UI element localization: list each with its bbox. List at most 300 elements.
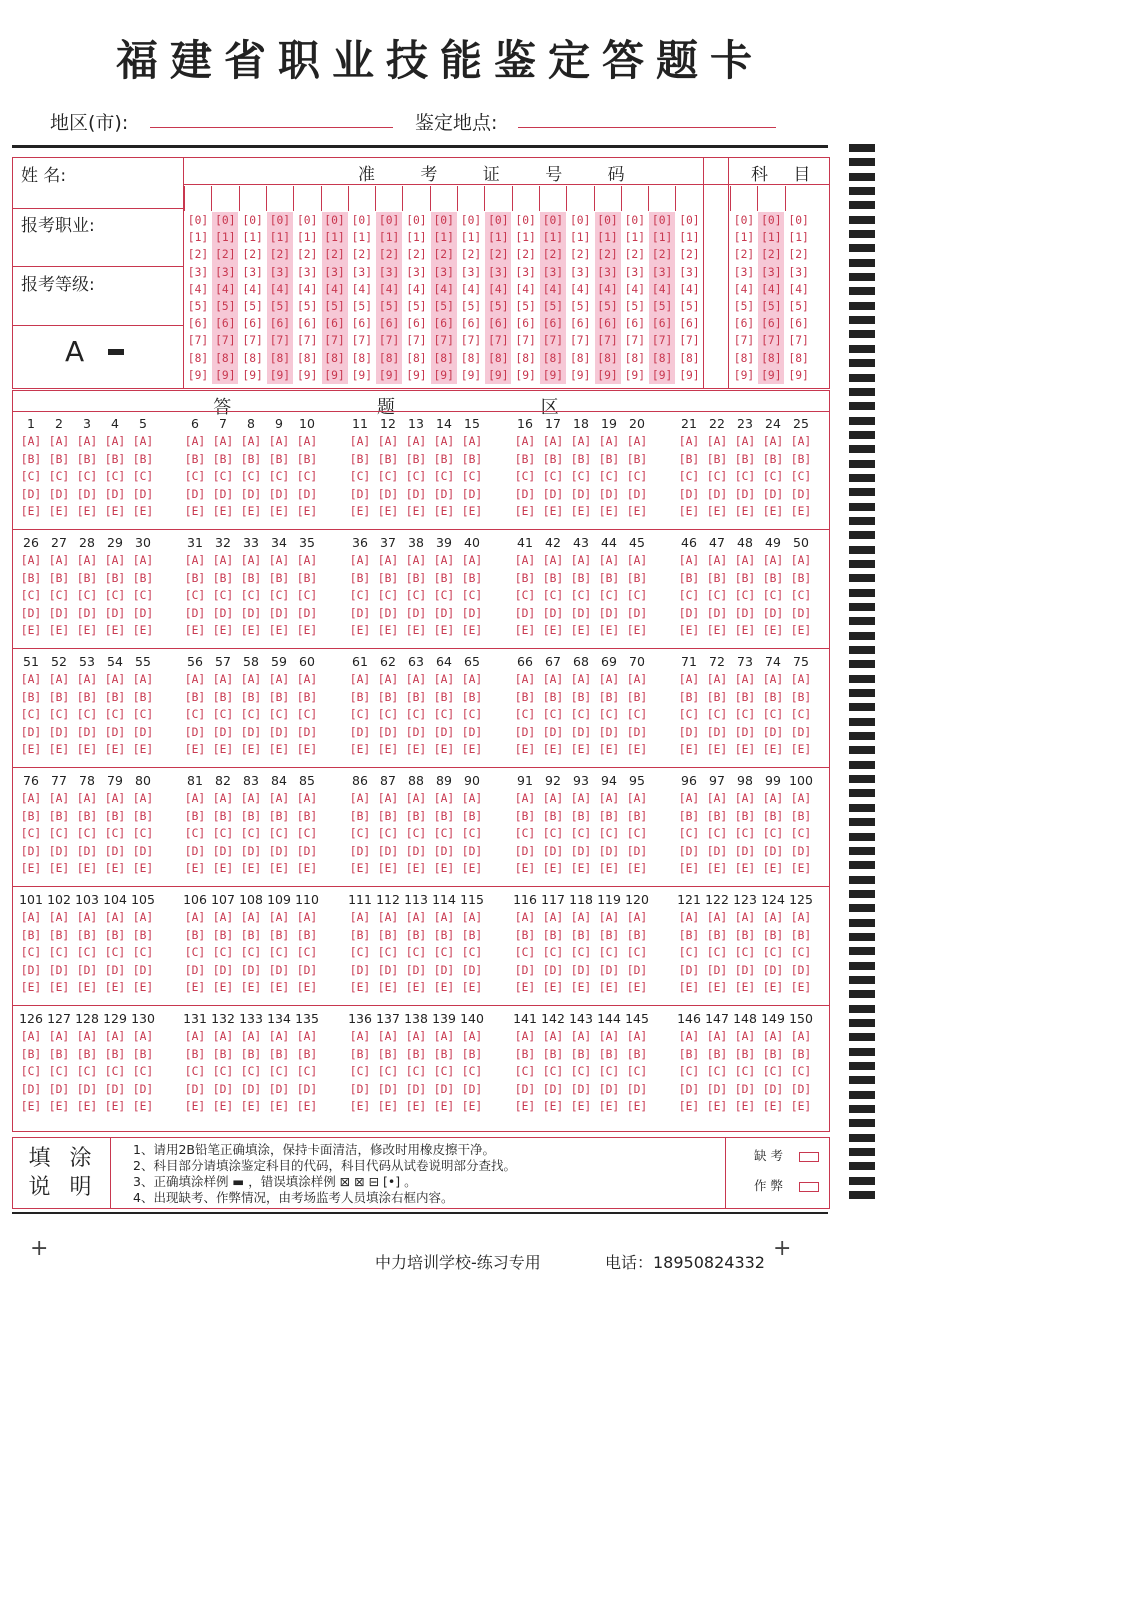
answer-bubble[interactable]: [B] [405, 809, 427, 823]
answer-bubble[interactable]: [A] [240, 435, 262, 448]
answer-bubble[interactable]: [D] [76, 487, 98, 501]
answer-bubble[interactable]: [E] [240, 624, 262, 637]
answer-bubble[interactable]: [B] [734, 928, 756, 942]
answer-bubble[interactable]: [E] [184, 505, 206, 518]
answer-bubble[interactable]: [A] [268, 792, 290, 805]
answer-bubble[interactable]: [B] [626, 928, 648, 942]
answer-bubble[interactable]: [D] [678, 963, 700, 977]
answer-bubble[interactable]: [C] [734, 1065, 756, 1078]
answer-bubble[interactable]: [B] [377, 571, 399, 585]
answer-bubble[interactable]: [E] [20, 624, 42, 637]
answer-bubble[interactable]: [A] [48, 435, 70, 448]
answer-bubble[interactable]: [C] [132, 589, 154, 602]
answer-bubble[interactable]: [C] [405, 1065, 427, 1078]
answer-bubble[interactable]: [D] [598, 963, 620, 977]
answer-bubble[interactable]: [A] [405, 1030, 427, 1043]
answer-bubble[interactable]: [C] [268, 708, 290, 721]
answer-bubble[interactable]: [B] [377, 690, 399, 704]
answer-bubble[interactable]: [B] [542, 1047, 564, 1061]
answer-bubble[interactable]: [C] [104, 827, 126, 840]
answer-bubble[interactable]: [B] [433, 690, 455, 704]
answer-bubble[interactable]: [A] [433, 792, 455, 805]
answer-bubble[interactable]: [E] [706, 505, 728, 518]
answer-bubble[interactable]: [B] [678, 928, 700, 942]
answer-bubble[interactable]: [C] [626, 1065, 648, 1078]
answer-bubble[interactable]: [E] [734, 505, 756, 518]
answer-bubble[interactable]: [E] [514, 505, 536, 518]
answer-bubble[interactable]: [E] [626, 981, 648, 994]
answer-bubble[interactable]: [A] [405, 911, 427, 924]
answer-bubble[interactable]: [B] [76, 928, 98, 942]
answer-bubble[interactable]: [A] [570, 435, 592, 448]
answer-bubble[interactable]: [D] [296, 844, 318, 858]
answer-bubble[interactable]: [C] [762, 946, 784, 959]
answer-bubble[interactable]: [D] [349, 487, 371, 501]
answer-bubble[interactable]: [E] [212, 981, 234, 994]
answer-bubble[interactable]: [D] [20, 487, 42, 501]
answer-bubble[interactable]: [A] [184, 1030, 206, 1043]
answer-bubble[interactable]: [B] [405, 1047, 427, 1061]
answer-bubble[interactable]: [B] [570, 1047, 592, 1061]
answer-bubble[interactable]: [B] [405, 928, 427, 942]
answer-bubble[interactable]: [C] [762, 470, 784, 483]
answer-bubble[interactable]: [B] [514, 452, 536, 466]
answer-bubble[interactable]: [A] [678, 792, 700, 805]
answer-bubble[interactable]: [A] [734, 792, 756, 805]
answer-bubble[interactable]: [C] [377, 946, 399, 959]
answer-bubble[interactable]: [C] [296, 708, 318, 721]
answer-bubble[interactable]: [E] [461, 743, 483, 756]
answer-bubble[interactable]: [D] [626, 1082, 648, 1096]
answer-bubble[interactable]: [B] [461, 809, 483, 823]
answer-bubble[interactable]: [B] [184, 452, 206, 466]
answer-bubble[interactable]: [C] [514, 708, 536, 721]
answer-bubble[interactable]: [C] [762, 708, 784, 721]
answer-bubble[interactable]: [A] [377, 673, 399, 686]
answer-bubble[interactable]: [A] [405, 673, 427, 686]
answer-bubble[interactable]: [B] [296, 571, 318, 585]
answer-bubble[interactable]: [A] [598, 673, 620, 686]
answer-bubble[interactable]: [A] [790, 911, 812, 924]
answer-bubble[interactable]: [E] [598, 505, 620, 518]
exam-id-digit-column[interactable]: [0] [1] [2] [3] [4] [5] [6] [7] [8] [9] [431, 212, 457, 384]
answer-bubble[interactable]: [C] [184, 708, 206, 721]
answer-bubble[interactable]: [E] [184, 624, 206, 637]
answer-bubble[interactable]: [A] [514, 554, 536, 567]
answer-bubble[interactable]: [C] [377, 1065, 399, 1078]
answer-bubble[interactable]: [E] [76, 981, 98, 994]
answer-bubble[interactable]: [D] [598, 1082, 620, 1096]
subject-digit-column[interactable]: [0] [1] [2] [3] [4] [5] [6] [7] [8] [9] [733, 214, 755, 382]
answer-bubble[interactable]: [D] [104, 963, 126, 977]
answer-bubble[interactable]: [D] [240, 606, 262, 620]
answer-bubble[interactable]: [A] [542, 792, 564, 805]
answer-bubble[interactable]: [B] [734, 1047, 756, 1061]
answer-bubble[interactable]: [E] [349, 981, 371, 994]
answer-bubble[interactable]: [C] [433, 589, 455, 602]
answer-bubble[interactable]: [A] [405, 554, 427, 567]
answer-bubble[interactable]: [B] [734, 809, 756, 823]
answer-bubble[interactable]: [B] [570, 690, 592, 704]
answer-bubble[interactable]: [A] [433, 911, 455, 924]
answer-bubble[interactable]: [B] [678, 690, 700, 704]
answer-bubble[interactable]: [C] [240, 1065, 262, 1078]
answer-bubble[interactable]: [A] [20, 911, 42, 924]
answer-bubble[interactable]: [A] [132, 911, 154, 924]
answer-bubble[interactable]: [A] [104, 673, 126, 686]
answer-bubble[interactable]: [E] [377, 743, 399, 756]
answer-bubble[interactable]: [B] [461, 571, 483, 585]
answer-bubble[interactable]: [C] [48, 827, 70, 840]
answer-bubble[interactable]: [D] [598, 725, 620, 739]
answer-bubble[interactable]: [B] [184, 1047, 206, 1061]
answer-bubble[interactable]: [D] [76, 844, 98, 858]
answer-bubble[interactable]: [E] [377, 505, 399, 518]
answer-bubble[interactable]: [A] [734, 1030, 756, 1043]
answer-bubble[interactable]: [C] [514, 470, 536, 483]
answer-bubble[interactable]: [B] [268, 690, 290, 704]
answer-bubble[interactable]: [D] [184, 725, 206, 739]
answer-bubble[interactable]: [A] [349, 435, 371, 448]
answer-bubble[interactable]: [C] [377, 827, 399, 840]
answer-bubble[interactable]: [B] [184, 928, 206, 942]
answer-bubble[interactable]: [A] [626, 554, 648, 567]
answer-bubble[interactable]: [E] [570, 981, 592, 994]
answer-bubble[interactable]: [A] [461, 1030, 483, 1043]
answer-bubble[interactable]: [E] [626, 743, 648, 756]
answer-bubble[interactable]: [A] [132, 1030, 154, 1043]
answer-bubble[interactable]: [D] [433, 606, 455, 620]
answer-bubble[interactable]: [D] [433, 725, 455, 739]
answer-bubble[interactable]: [E] [678, 505, 700, 518]
answer-bubble[interactable]: [D] [405, 1082, 427, 1096]
answer-bubble[interactable]: [C] [678, 946, 700, 959]
answer-bubble[interactable]: [D] [461, 963, 483, 977]
answer-bubble[interactable]: [B] [542, 452, 564, 466]
answer-bubble[interactable]: [D] [433, 487, 455, 501]
answer-bubble[interactable]: [C] [790, 946, 812, 959]
answer-bubble[interactable]: [C] [296, 589, 318, 602]
answer-bubble[interactable]: [E] [349, 624, 371, 637]
answer-bubble[interactable]: [A] [132, 435, 154, 448]
answer-bubble[interactable]: [A] [212, 435, 234, 448]
answer-bubble[interactable]: [E] [706, 862, 728, 875]
exam-id-digit-column[interactable]: [0] [1] [2] [3] [4] [5] [6] [7] [8] [9] [679, 214, 700, 382]
answer-bubble[interactable]: [B] [626, 1047, 648, 1061]
answer-bubble[interactable]: [E] [349, 1100, 371, 1113]
answer-bubble[interactable]: [B] [349, 928, 371, 942]
answer-bubble[interactable]: [A] [734, 673, 756, 686]
answer-bubble[interactable]: [B] [349, 571, 371, 585]
answer-bubble[interactable]: [D] [790, 1082, 812, 1096]
answer-bubble[interactable]: [A] [104, 554, 126, 567]
answer-bubble[interactable]: [A] [762, 435, 784, 448]
answer-bubble[interactable]: [A] [678, 554, 700, 567]
answer-bubble[interactable]: [B] [212, 690, 234, 704]
answer-bubble[interactable]: [B] [626, 809, 648, 823]
answer-bubble[interactable]: [E] [433, 743, 455, 756]
answer-bubble[interactable]: [E] [734, 624, 756, 637]
answer-bubble[interactable]: [A] [268, 554, 290, 567]
answer-bubble[interactable]: [A] [268, 1030, 290, 1043]
answer-bubble[interactable]: [B] [734, 571, 756, 585]
answer-bubble[interactable]: [E] [790, 505, 812, 518]
answer-bubble[interactable]: [E] [132, 505, 154, 518]
answer-bubble[interactable]: [C] [762, 589, 784, 602]
answer-bubble[interactable]: [D] [184, 844, 206, 858]
answer-bubble[interactable]: [C] [296, 1065, 318, 1078]
answer-bubble[interactable]: [D] [598, 844, 620, 858]
answer-bubble[interactable]: [C] [132, 1065, 154, 1078]
answer-bubble[interactable]: [D] [104, 844, 126, 858]
answer-bubble[interactable]: [A] [377, 554, 399, 567]
answer-bubble[interactable]: [D] [461, 487, 483, 501]
answer-bubble[interactable]: [A] [461, 911, 483, 924]
answer-bubble[interactable]: [D] [132, 1082, 154, 1096]
answer-bubble[interactable]: [D] [212, 844, 234, 858]
answer-bubble[interactable]: [D] [734, 725, 756, 739]
answer-bubble[interactable]: [D] [514, 844, 536, 858]
answer-bubble[interactable]: [D] [104, 1082, 126, 1096]
answer-bubble[interactable]: [A] [184, 673, 206, 686]
subject-digit-column[interactable]: [0] [1] [2] [3] [4] [5] [6] [7] [8] [9] [788, 214, 809, 382]
answer-bubble[interactable]: [B] [598, 928, 620, 942]
answer-bubble[interactable]: [A] [20, 673, 42, 686]
answer-bubble[interactable]: [A] [678, 911, 700, 924]
answer-bubble[interactable]: [C] [20, 470, 42, 483]
answer-bubble[interactable]: [E] [405, 1100, 427, 1113]
answer-bubble[interactable]: [B] [349, 809, 371, 823]
answer-bubble[interactable]: [E] [598, 862, 620, 875]
answer-bubble[interactable]: [B] [598, 690, 620, 704]
answer-bubble[interactable]: [C] [240, 827, 262, 840]
answer-bubble[interactable]: [D] [240, 844, 262, 858]
answer-bubble[interactable]: [C] [626, 708, 648, 721]
answer-bubble[interactable]: [C] [570, 470, 592, 483]
answer-bubble[interactable]: [A] [20, 554, 42, 567]
answer-bubble[interactable]: [E] [76, 624, 98, 637]
answer-bubble[interactable]: [E] [268, 862, 290, 875]
answer-bubble[interactable]: [A] [570, 792, 592, 805]
answer-bubble[interactable]: [D] [514, 725, 536, 739]
answer-bubble[interactable]: [A] [184, 554, 206, 567]
answer-bubble[interactable]: [E] [570, 505, 592, 518]
answer-bubble[interactable]: [D] [268, 963, 290, 977]
answer-bubble[interactable]: [D] [48, 1082, 70, 1096]
answer-bubble[interactable]: [C] [405, 827, 427, 840]
answer-bubble[interactable]: [D] [678, 487, 700, 501]
answer-bubble[interactable]: [A] [598, 911, 620, 924]
answer-bubble[interactable]: [C] [734, 946, 756, 959]
answer-bubble[interactable]: [A] [104, 911, 126, 924]
answer-bubble[interactable]: [A] [790, 792, 812, 805]
answer-bubble[interactable]: [B] [542, 928, 564, 942]
answer-bubble[interactable]: [E] [790, 1100, 812, 1113]
answer-bubble[interactable]: [A] [76, 1030, 98, 1043]
answer-bubble[interactable]: [C] [626, 589, 648, 602]
answer-bubble[interactable]: [D] [790, 725, 812, 739]
answer-bubble[interactable]: [B] [296, 809, 318, 823]
answer-bubble[interactable]: [D] [706, 725, 728, 739]
answer-bubble[interactable]: [A] [433, 554, 455, 567]
answer-bubble[interactable]: [D] [433, 963, 455, 977]
answer-bubble[interactable]: [B] [542, 571, 564, 585]
answer-bubble[interactable]: [B] [706, 571, 728, 585]
answer-bubble[interactable]: [A] [570, 554, 592, 567]
answer-bubble[interactable]: [C] [48, 470, 70, 483]
answer-bubble[interactable]: [B] [240, 809, 262, 823]
answer-bubble[interactable]: [A] [48, 911, 70, 924]
answer-bubble[interactable]: [B] [76, 1047, 98, 1061]
answer-bubble[interactable]: [E] [790, 981, 812, 994]
answer-bubble[interactable]: [B] [626, 571, 648, 585]
answer-bubble[interactable]: [B] [48, 571, 70, 585]
answer-bubble[interactable]: [E] [212, 624, 234, 637]
answer-bubble[interactable]: [A] [706, 792, 728, 805]
answer-bubble[interactable]: [B] [706, 690, 728, 704]
answer-bubble[interactable]: [B] [514, 809, 536, 823]
answer-bubble[interactable]: [E] [349, 862, 371, 875]
answer-bubble[interactable]: [C] [514, 1065, 536, 1078]
answer-bubble[interactable]: [A] [626, 792, 648, 805]
answer-bubble[interactable]: [D] [405, 606, 427, 620]
answer-bubble[interactable]: [B] [20, 452, 42, 466]
cheat-option[interactable]: 作 弊 [754, 1176, 819, 1194]
answer-bubble[interactable]: [B] [268, 452, 290, 466]
answer-bubble[interactable]: [E] [542, 862, 564, 875]
answer-bubble[interactable]: [E] [48, 505, 70, 518]
answer-bubble[interactable]: [E] [377, 624, 399, 637]
answer-bubble[interactable]: [B] [76, 809, 98, 823]
answer-bubble[interactable]: [C] [20, 708, 42, 721]
answer-bubble[interactable]: [E] [296, 624, 318, 637]
answer-bubble[interactable]: [B] [433, 571, 455, 585]
answer-bubble[interactable]: [B] [104, 452, 126, 466]
answer-bubble[interactable]: [A] [433, 1030, 455, 1043]
answer-bubble[interactable]: [D] [212, 725, 234, 739]
answer-bubble[interactable]: [B] [790, 571, 812, 585]
answer-bubble[interactable]: [A] [461, 673, 483, 686]
answer-bubble[interactable]: [C] [20, 1065, 42, 1078]
answer-bubble[interactable]: [D] [762, 606, 784, 620]
answer-bubble[interactable]: [D] [240, 963, 262, 977]
answer-bubble[interactable]: [E] [132, 981, 154, 994]
answer-bubble[interactable]: [A] [514, 673, 536, 686]
answer-bubble[interactable]: [B] [514, 1047, 536, 1061]
answer-bubble[interactable]: [E] [598, 1100, 620, 1113]
answer-bubble[interactable]: [B] [461, 690, 483, 704]
answer-bubble[interactable]: [C] [706, 589, 728, 602]
answer-bubble[interactable]: [C] [212, 708, 234, 721]
answer-bubble[interactable]: [A] [377, 911, 399, 924]
answer-bubble[interactable]: [E] [433, 862, 455, 875]
answer-bubble[interactable]: [C] [706, 470, 728, 483]
answer-bubble[interactable]: [D] [377, 487, 399, 501]
answer-bubble[interactable]: [E] [790, 862, 812, 875]
answer-bubble[interactable]: [D] [76, 725, 98, 739]
answer-bubble[interactable]: [C] [132, 708, 154, 721]
answer-bubble[interactable]: [B] [790, 452, 812, 466]
answer-bubble[interactable]: [D] [678, 1082, 700, 1096]
answer-bubble[interactable]: [C] [349, 946, 371, 959]
answer-bubble[interactable]: [D] [762, 1082, 784, 1096]
answer-bubble[interactable]: [A] [706, 554, 728, 567]
answer-bubble[interactable]: [A] [184, 435, 206, 448]
answer-bubble[interactable]: [E] [598, 981, 620, 994]
answer-bubble[interactable]: [E] [570, 743, 592, 756]
answer-bubble[interactable]: [A] [377, 435, 399, 448]
answer-bubble[interactable]: [C] [20, 946, 42, 959]
answer-bubble[interactable]: [C] [240, 470, 262, 483]
answer-bubble[interactable]: [E] [570, 1100, 592, 1113]
answer-bubble[interactable]: [D] [184, 606, 206, 620]
subject-digit-column[interactable]: [0] [1] [2] [3] [4] [5] [6] [7] [8] [9] [758, 212, 784, 384]
answer-bubble[interactable]: [B] [433, 1047, 455, 1061]
answer-bubble[interactable]: [B] [240, 1047, 262, 1061]
answer-bubble[interactable]: [A] [296, 435, 318, 448]
answer-bubble[interactable]: [B] [377, 928, 399, 942]
answer-bubble[interactable]: [B] [268, 571, 290, 585]
answer-bubble[interactable]: [C] [433, 708, 455, 721]
answer-bubble[interactable]: [C] [433, 1065, 455, 1078]
answer-bubble[interactable]: [C] [678, 827, 700, 840]
answer-bubble[interactable]: [C] [349, 1065, 371, 1078]
answer-bubble[interactable]: [C] [184, 470, 206, 483]
answer-bubble[interactable]: [B] [20, 809, 42, 823]
answer-bubble[interactable]: [A] [461, 554, 483, 567]
region-field[interactable] [150, 127, 393, 128]
answer-bubble[interactable]: [B] [542, 690, 564, 704]
answer-bubble[interactable]: [E] [570, 862, 592, 875]
answer-bubble[interactable]: [B] [734, 690, 756, 704]
answer-bubble[interactable]: [B] [48, 690, 70, 704]
answer-bubble[interactable]: [C] [734, 589, 756, 602]
answer-bubble[interactable]: [D] [405, 487, 427, 501]
absent-option[interactable]: 缺 考 [754, 1146, 819, 1164]
answer-bubble[interactable]: [B] [678, 571, 700, 585]
answer-bubble[interactable]: [A] [48, 792, 70, 805]
answer-bubble[interactable]: [E] [377, 1100, 399, 1113]
answer-bubble[interactable]: [C] [461, 827, 483, 840]
answer-bubble[interactable]: [D] [461, 1082, 483, 1096]
answer-bubble[interactable]: [D] [20, 844, 42, 858]
answer-bubble[interactable]: [D] [461, 725, 483, 739]
answer-bubble[interactable]: [C] [212, 1065, 234, 1078]
answer-bubble[interactable]: [C] [433, 827, 455, 840]
answer-bubble[interactable]: [E] [514, 862, 536, 875]
answer-bubble[interactable]: [D] [212, 963, 234, 977]
answer-bubble[interactable]: [C] [678, 708, 700, 721]
answer-bubble[interactable]: [A] [433, 435, 455, 448]
answer-bubble[interactable]: [C] [240, 589, 262, 602]
answer-bubble[interactable]: [B] [461, 928, 483, 942]
answer-bubble[interactable]: [B] [104, 809, 126, 823]
answer-bubble[interactable]: [E] [678, 862, 700, 875]
answer-bubble[interactable]: [B] [706, 928, 728, 942]
answer-bubble[interactable]: [C] [542, 470, 564, 483]
answer-bubble[interactable]: [A] [184, 792, 206, 805]
answer-bubble[interactable]: [A] [762, 792, 784, 805]
answer-bubble[interactable]: [E] [433, 981, 455, 994]
answer-bubble[interactable]: [E] [678, 624, 700, 637]
answer-bubble[interactable]: [E] [734, 981, 756, 994]
answer-bubble[interactable]: [C] [790, 470, 812, 483]
answer-bubble[interactable]: [C] [240, 946, 262, 959]
answer-bubble[interactable]: [D] [762, 844, 784, 858]
answer-bubble[interactable]: [D] [706, 487, 728, 501]
answer-bubble[interactable]: [E] [104, 743, 126, 756]
answer-bubble[interactable]: [A] [514, 1030, 536, 1043]
